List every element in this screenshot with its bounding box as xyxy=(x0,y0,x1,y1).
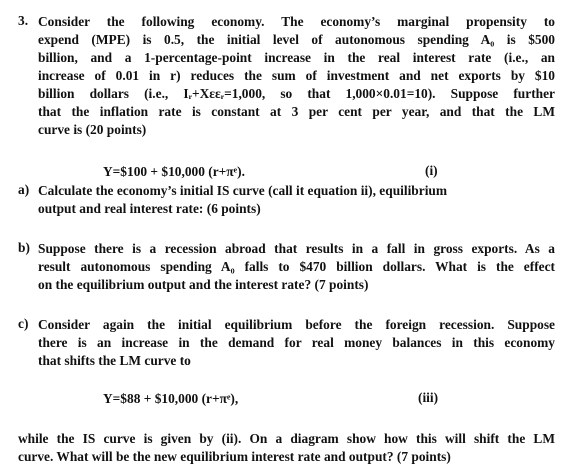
q3-line-2: expend (MPE) is 0.5, the initial level of autonomous spending A₀ is $500 xyxy=(38,32,555,47)
part-c-line-3: that shifts the LM curve to xyxy=(38,353,191,368)
q3-line-6: that the inflation rate is constant at 3 per cent per year, and that the LM xyxy=(38,104,555,119)
part-b-line-1: Suppose there is a recession abroad that results in a fall in gross exports. As a xyxy=(38,241,555,256)
q3-line-5: billion dollars (i.e., Iᵣ+Xεεᵣ=1,000, so that 1,000×0.01=10). Suppose further xyxy=(38,86,555,101)
part-c-tail-line-1: while the IS curve is given by (ii). On a diagram show how this will shift the LM xyxy=(18,431,555,446)
part-c-line-2: there is an increase in the demand for real money balances in this economy xyxy=(38,335,555,350)
part-c-label: c) xyxy=(18,316,29,331)
equation-i: Y=$100 + $10,000 (r+πᵉ). xyxy=(103,164,245,179)
equation-iii: Y=$88 + $10,000 (r+πᵉ), xyxy=(103,391,239,406)
question-number: 3. xyxy=(18,13,29,28)
q3-line-1: Consider the following economy. The economy’s marginal propensity to xyxy=(38,14,555,29)
equation-i-tag: (i) xyxy=(425,163,438,178)
q3-line-4: increase of 0.01 in r) reduces the sum of investment and net exports by $10 xyxy=(38,68,555,83)
part-c-tail-line-2: curve. What will be the new equilibrium interest rate and output? (7 points) xyxy=(18,449,451,464)
equation-iii-tag: (iii) xyxy=(418,390,439,405)
part-a-label: a) xyxy=(18,182,30,197)
part-b-line-2: result autonomous spending A₀ falls to $470 billion dollars. What is the effect xyxy=(38,259,555,274)
q3-line-7: curve is (20 points) xyxy=(38,122,147,137)
part-b-label: b) xyxy=(18,240,30,255)
part-c-line-1: Consider again the initial equilibrium before the foreign recession. Suppose xyxy=(38,317,555,332)
part-a-line-1: Calculate the economy’s initial IS curve (call it equation ii), equilibrium xyxy=(38,183,448,198)
q3-line-3: billion, and a 1-percentage-point increase in the real interest rate (i.e., an xyxy=(38,50,555,65)
part-a-line-2: output and real interest rate: (6 points) xyxy=(38,201,261,216)
part-b-line-3: on the equilibrium output and the interest rate? (7 points) xyxy=(38,277,369,292)
